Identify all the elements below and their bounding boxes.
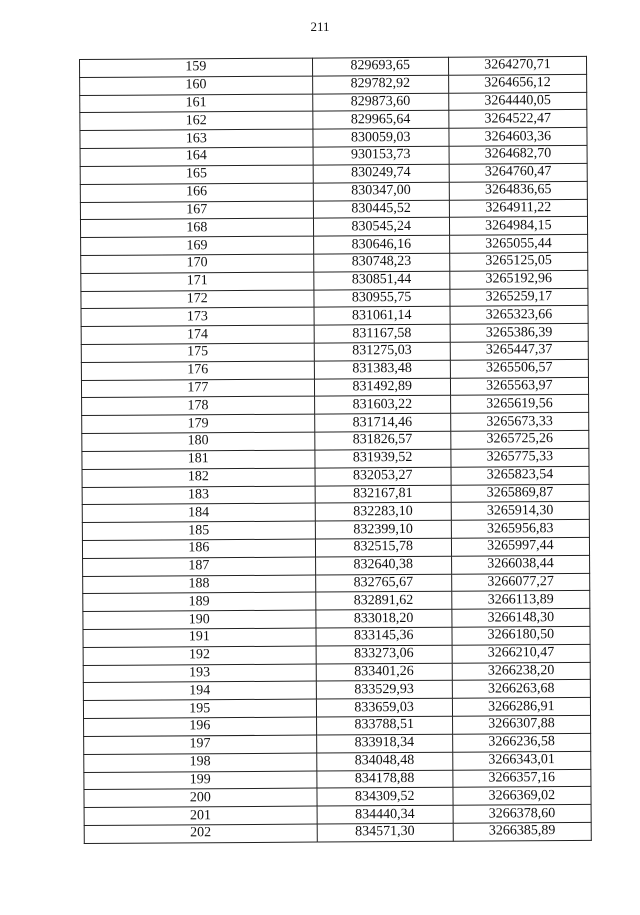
- y-coordinate-cell: 3266038,44: [451, 555, 589, 574]
- x-coordinate-cell: 832515,78: [315, 538, 451, 557]
- point-number-cell: 199: [84, 771, 317, 790]
- y-coordinate-cell: 3265997,44: [451, 537, 589, 556]
- y-coordinate-cell: 3265192,96: [450, 270, 588, 289]
- y-coordinate-cell: 3264984,15: [449, 217, 587, 236]
- point-number-cell: 190: [83, 610, 316, 629]
- x-coordinate-cell: 832167,81: [315, 485, 451, 504]
- point-number-cell: 181: [82, 450, 315, 469]
- y-coordinate-cell: 3266113,89: [452, 591, 590, 610]
- point-number-cell: 175: [81, 343, 314, 362]
- y-coordinate-cell: 3266385,89: [453, 822, 591, 841]
- y-coordinate-cell: 3265447,37: [450, 341, 588, 360]
- y-coordinate-cell: 3264656,12: [448, 74, 586, 93]
- point-number-cell: 180: [82, 432, 315, 451]
- y-coordinate-cell: 3265259,17: [450, 288, 588, 307]
- x-coordinate-cell: 833401,26: [316, 663, 452, 682]
- x-coordinate-cell: 833273,06: [316, 645, 452, 664]
- x-coordinate-cell: 830059,03: [313, 128, 449, 147]
- x-coordinate-cell: 829965,64: [312, 111, 448, 130]
- point-number-cell: 159: [80, 58, 313, 77]
- point-number-cell: 198: [84, 753, 317, 772]
- y-coordinate-cell: 3265055,44: [449, 235, 587, 254]
- y-coordinate-cell: 3266369,02: [453, 787, 591, 806]
- y-coordinate-cell: 3265506,57: [450, 359, 588, 378]
- y-coordinate-cell: 3264911,22: [449, 199, 587, 218]
- y-coordinate-cell: 3266077,27: [451, 573, 589, 592]
- x-coordinate-cell: 831167,58: [314, 324, 450, 343]
- x-coordinate-cell: 829873,60: [312, 93, 448, 112]
- point-number-cell: 169: [81, 236, 314, 255]
- y-coordinate-cell: 3266180,50: [452, 626, 590, 645]
- page-number: 211: [310, 19, 330, 34]
- point-number-cell: 171: [81, 272, 314, 291]
- point-number-cell: 168: [80, 218, 313, 237]
- y-coordinate-cell: 3266263,68: [452, 680, 590, 699]
- x-coordinate-cell: 832053,27: [315, 467, 451, 486]
- point-number-cell: 200: [84, 788, 317, 807]
- y-coordinate-cell: 3265823,54: [451, 466, 589, 485]
- y-coordinate-cell: 3266238,20: [452, 662, 590, 681]
- point-number-cell: 166: [80, 183, 313, 202]
- y-coordinate-cell: 3264270,71: [448, 56, 586, 75]
- point-number-cell: 186: [82, 539, 315, 558]
- point-number-cell: 188: [83, 575, 316, 594]
- y-coordinate-cell: 3266236,58: [452, 733, 590, 752]
- coordinates-table-body: [80, 56, 592, 843]
- x-coordinate-cell: 831383,48: [314, 360, 450, 379]
- x-coordinate-cell: 829782,92: [312, 75, 448, 94]
- x-coordinate-cell: 834178,88: [316, 770, 452, 789]
- y-coordinate-cell: 3264603,36: [449, 128, 587, 147]
- x-coordinate-cell: 830445,52: [313, 200, 449, 219]
- y-coordinate-cell: 3266148,30: [452, 609, 590, 628]
- point-number-cell: 201: [84, 806, 317, 825]
- x-coordinate-cell: 831939,52: [315, 449, 451, 468]
- point-number-cell: 160: [80, 76, 313, 95]
- y-coordinate-cell: 3264836,65: [449, 181, 587, 200]
- y-coordinate-cell: 3265869,87: [451, 484, 589, 503]
- y-coordinate-cell: 3265956,83: [451, 520, 589, 539]
- x-coordinate-cell: 833918,34: [316, 734, 452, 753]
- y-coordinate-cell: 3266286,91: [452, 698, 590, 717]
- x-coordinate-cell: 833788,51: [316, 716, 452, 735]
- point-number-cell: 179: [82, 414, 315, 433]
- x-coordinate-cell: 834440,34: [317, 805, 453, 824]
- y-coordinate-cell: 3265563,97: [450, 377, 588, 396]
- y-coordinate-cell: 3266343,01: [453, 751, 591, 770]
- point-number-cell: 172: [81, 290, 314, 309]
- y-coordinate-cell: 3266210,47: [452, 644, 590, 663]
- point-number-cell: 183: [82, 486, 315, 505]
- y-coordinate-cell: 3264760,47: [449, 163, 587, 182]
- x-coordinate-cell: 830646,16: [313, 235, 449, 254]
- y-coordinate-cell: 3265619,56: [450, 395, 588, 414]
- point-number-cell: 177: [81, 379, 314, 398]
- x-coordinate-cell: 832765,67: [315, 574, 451, 593]
- y-coordinate-cell: 3265725,26: [451, 430, 589, 449]
- x-coordinate-cell: 833659,03: [316, 698, 452, 717]
- x-coordinate-cell: 831603,22: [314, 396, 450, 415]
- point-number-cell: 173: [81, 307, 314, 326]
- x-coordinate-cell: 831275,03: [314, 342, 450, 361]
- x-coordinate-cell: 832283,10: [315, 503, 451, 522]
- point-number-cell: 178: [82, 397, 315, 416]
- point-number-cell: 170: [81, 254, 314, 273]
- x-coordinate-cell: 830545,24: [313, 218, 449, 237]
- point-number-cell: 182: [82, 468, 315, 487]
- x-coordinate-cell: 830851,44: [313, 271, 449, 290]
- point-number-cell: 196: [84, 717, 317, 736]
- point-number-cell: 197: [84, 735, 317, 754]
- point-number-cell: 194: [83, 682, 316, 701]
- y-coordinate-cell: 3265775,33: [451, 448, 589, 467]
- point-number-cell: 195: [83, 699, 316, 718]
- point-number-cell: 165: [80, 165, 313, 184]
- table-row: [84, 822, 591, 843]
- x-coordinate-cell: 833529,93: [316, 681, 452, 700]
- point-number-cell: 163: [80, 129, 313, 148]
- y-coordinate-cell: 3265673,33: [450, 413, 588, 432]
- x-coordinate-cell: 832891,62: [315, 592, 451, 611]
- point-number-cell: 202: [84, 824, 317, 843]
- x-coordinate-cell: 831826,57: [314, 431, 450, 450]
- x-coordinate-cell: 834571,30: [317, 823, 453, 842]
- y-coordinate-cell: 3265125,05: [449, 252, 587, 271]
- coordinates-table: [79, 56, 592, 844]
- y-coordinate-cell: 3264682,70: [449, 145, 587, 164]
- point-number-cell: 176: [81, 361, 314, 380]
- x-coordinate-cell: 834048,48: [316, 752, 452, 771]
- point-number-cell: 193: [83, 664, 316, 683]
- point-number-cell: 164: [80, 147, 313, 166]
- y-coordinate-cell: 3266378,60: [453, 805, 591, 824]
- point-number-cell: 192: [83, 646, 316, 665]
- x-coordinate-cell: 830347,00: [313, 182, 449, 201]
- x-coordinate-cell: 833145,36: [316, 627, 452, 646]
- x-coordinate-cell: 833018,20: [315, 609, 451, 628]
- y-coordinate-cell: 3266357,16: [453, 769, 591, 788]
- x-coordinate-cell: 832640,38: [315, 556, 451, 575]
- y-coordinate-cell: 3264440,05: [448, 92, 586, 111]
- x-coordinate-cell: 930153,73: [313, 146, 449, 165]
- point-number-cell: 174: [81, 325, 314, 344]
- point-number-cell: 185: [82, 521, 315, 540]
- point-number-cell: 162: [80, 112, 313, 131]
- y-coordinate-cell: 3264522,47: [449, 110, 587, 129]
- y-coordinate-cell: 3265323,66: [450, 306, 588, 325]
- x-coordinate-cell: 831061,14: [314, 307, 450, 326]
- y-coordinate-cell: 3266307,88: [452, 715, 590, 734]
- point-number-cell: 167: [80, 201, 313, 220]
- point-number-cell: 184: [82, 503, 315, 522]
- x-coordinate-cell: 830249,74: [313, 164, 449, 183]
- y-coordinate-cell: 3265386,39: [450, 324, 588, 343]
- x-coordinate-cell: 831714,46: [314, 413, 450, 432]
- y-coordinate-cell: 3265914,30: [451, 502, 589, 521]
- x-coordinate-cell: 830748,23: [313, 253, 449, 272]
- x-coordinate-cell: 831492,89: [314, 378, 450, 397]
- point-number-cell: 189: [83, 592, 316, 611]
- x-coordinate-cell: 834309,52: [317, 788, 453, 807]
- point-number-cell: 187: [83, 557, 316, 576]
- point-number-cell: 191: [83, 628, 316, 647]
- x-coordinate-cell: 832399,10: [315, 520, 451, 539]
- point-number-cell: 161: [80, 94, 313, 113]
- x-coordinate-cell: 829693,65: [312, 57, 448, 76]
- x-coordinate-cell: 830955,75: [314, 289, 450, 308]
